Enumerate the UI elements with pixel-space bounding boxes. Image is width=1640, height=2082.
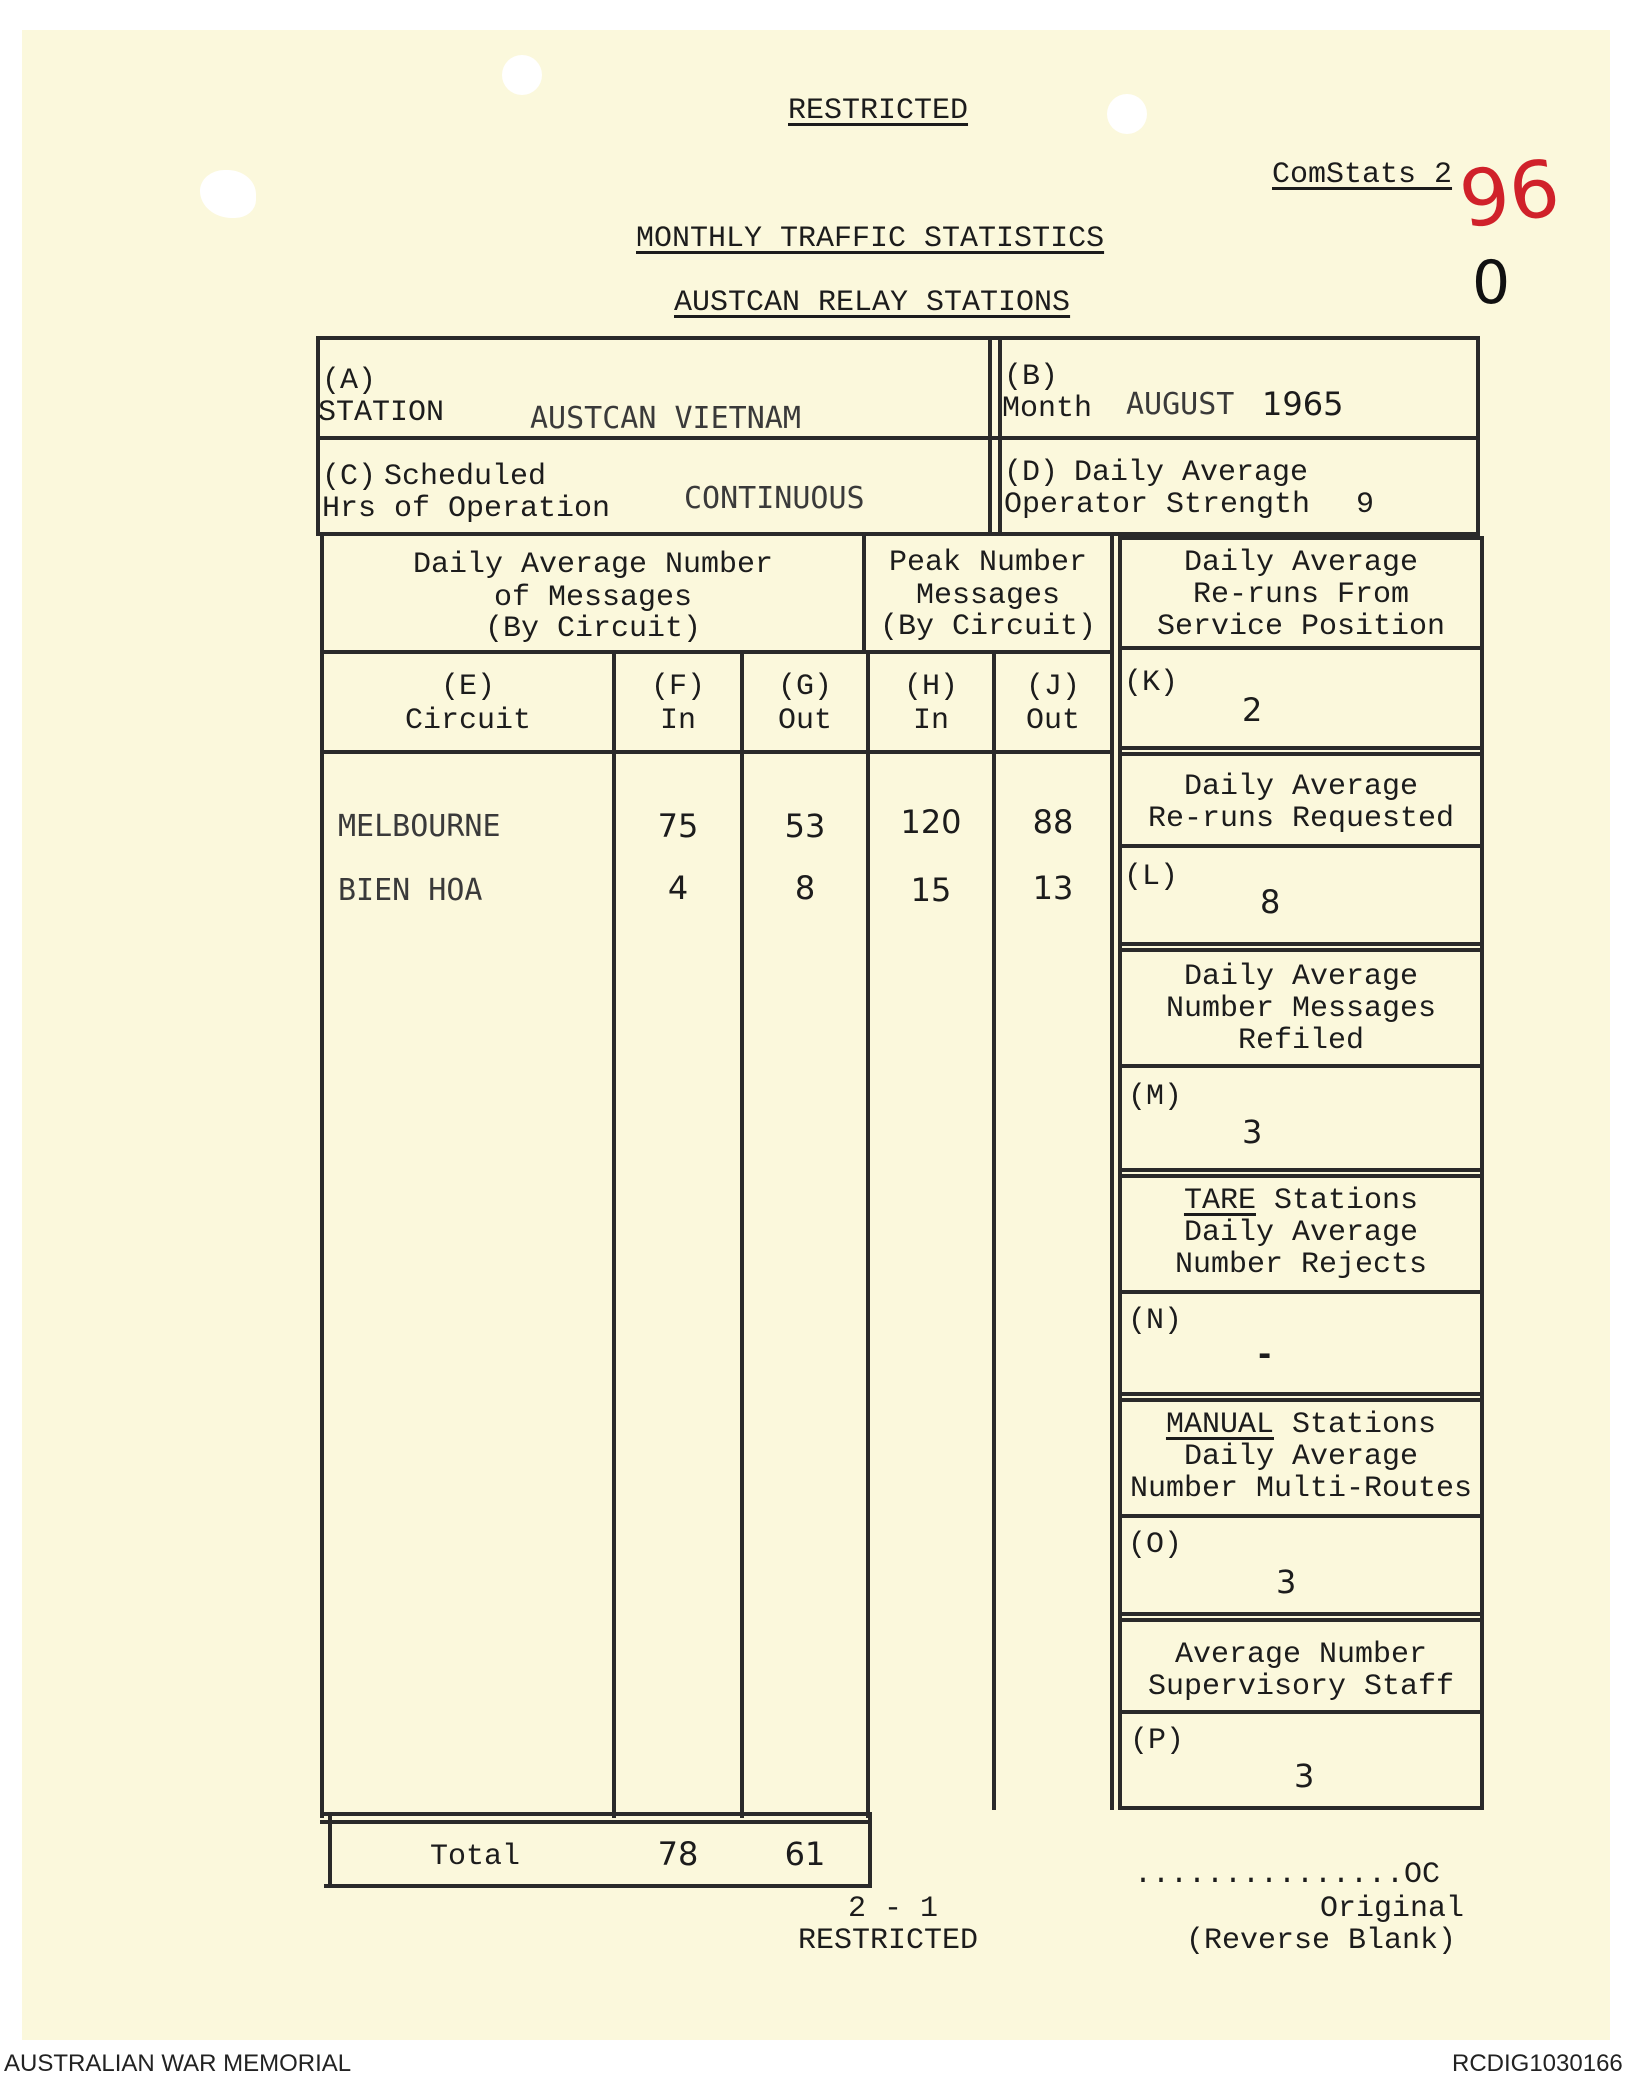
- manual-keyword: MANUAL: [1165, 1408, 1274, 1442]
- stat-l-heading-1: Daily Average: [1183, 770, 1419, 804]
- stat-o-value: 3: [1276, 1563, 1297, 1601]
- circuit-cell: MELBOURNE: [338, 809, 501, 844]
- station-value: AUSTCAN VIETNAM: [530, 401, 801, 436]
- side-line-7: [1118, 948, 1484, 952]
- total-left-border: [328, 1812, 332, 1888]
- stat-n-heading-1: [1122, 1186, 1480, 1216]
- stat-m-heading-3: Refiled: [1237, 1024, 1365, 1058]
- col-e-label: (E): [440, 670, 495, 704]
- col-e-caption: Circuit: [404, 704, 532, 738]
- side-line-4: [1118, 752, 1484, 756]
- year-value: 1965: [1262, 385, 1344, 423]
- stat-n-value: -: [1258, 1335, 1272, 1373]
- daily-avg-header-2: of Messages: [493, 581, 693, 615]
- row-a-b-divider: [316, 436, 1480, 440]
- side-line-8: [1118, 1064, 1484, 1068]
- oc-signature-line: ...............OC: [1134, 1858, 1441, 1892]
- section-b-caption: Month: [1002, 392, 1093, 426]
- peak-header-3: (By Circuit): [879, 610, 1097, 644]
- side-line-11: [1118, 1290, 1484, 1294]
- side-line-10: [1118, 1174, 1484, 1178]
- value-cell-f: 4: [667, 869, 689, 907]
- table-top-border: [316, 336, 1480, 340]
- document-title: MONTHLY TRAFFIC STATISTICS: [636, 222, 1105, 256]
- stat-p-heading-2: Supervisory Staff: [1147, 1670, 1455, 1704]
- reruns-from-header-2: Re-runs From: [1192, 578, 1410, 612]
- col-j-label: (J): [1025, 670, 1080, 704]
- side-line-1: [1118, 536, 1484, 540]
- total-row-top: [320, 1812, 870, 1816]
- stat-o-label: (O): [1128, 1528, 1183, 1562]
- peak-header-1: Peak Number: [888, 546, 1088, 580]
- stat-l-value: 8: [1260, 883, 1281, 921]
- stat-m-heading-2: Number Messages: [1165, 992, 1437, 1026]
- stat-k-value: 2: [1242, 691, 1263, 729]
- value-cell-g: 53: [784, 807, 826, 845]
- section-c-caption-1: Scheduled: [384, 460, 547, 494]
- col-g-caption: Out: [777, 704, 832, 738]
- stat-l-heading-2: Re-runs Requested: [1147, 802, 1455, 836]
- side-bottom-border: [1118, 1806, 1484, 1810]
- col-j-caption: Out: [1025, 704, 1080, 738]
- stat-o-heading-1: [1122, 1410, 1480, 1440]
- stat-o-heading-3: Number Multi-Routes: [1129, 1472, 1473, 1506]
- value-cell-j: 88: [1032, 803, 1074, 841]
- circuit-cell: BIEN HOA: [338, 873, 483, 908]
- folio-number: 96: [1454, 143, 1566, 247]
- side-line-6: [1118, 942, 1484, 946]
- section-b-label: (B): [1004, 360, 1059, 394]
- section-d-caption-1: Daily Average: [1074, 456, 1309, 490]
- stat-n-label: (N): [1128, 1304, 1183, 1338]
- section-d-label: (D): [1004, 456, 1059, 490]
- stat-n-heading-3: Number Rejects: [1174, 1248, 1428, 1282]
- col-f-label: (F): [650, 670, 705, 704]
- col-divider-j-side: [1110, 650, 1114, 1810]
- tare-rest: Stations: [1255, 1184, 1419, 1218]
- stat-m-heading-1: Daily Average: [1183, 960, 1419, 994]
- ab-separator-1: [988, 336, 992, 536]
- side-line-14: [1118, 1514, 1484, 1518]
- stat-p-heading-1: Average Number: [1174, 1638, 1428, 1672]
- side-line-2: [1118, 646, 1484, 650]
- value-cell-f: 75: [657, 807, 699, 845]
- side-line-5: [1118, 844, 1484, 848]
- col-h-caption: In: [912, 704, 949, 738]
- side-line-9: [1118, 1168, 1484, 1172]
- stat-p-label: (P): [1130, 1724, 1185, 1758]
- section-c-label: (C): [322, 460, 377, 494]
- daily-avg-header-1: Daily Average Number: [412, 548, 774, 582]
- archive-credit: AUSTRALIAN WAR MEMORIAL: [4, 2050, 352, 2077]
- operator-strength-value: 9: [1356, 488, 1375, 522]
- punch-hole-left: [502, 55, 542, 95]
- classification-bottom: RESTRICTED: [798, 1924, 979, 1958]
- col-f-caption: In: [659, 704, 696, 738]
- document-subtitle: AUSTCAN RELAY STATIONS: [674, 286, 1071, 320]
- value-cell-j: 13: [1032, 869, 1074, 907]
- month-value: AUGUST: [1126, 387, 1235, 422]
- stat-m-label: (M): [1128, 1080, 1183, 1114]
- stat-k-label: (K): [1124, 666, 1179, 700]
- archive-id: RCDIG1030166: [1452, 2050, 1623, 2077]
- punch-hole-right: [1107, 94, 1147, 134]
- section-d-caption-2: Operator Strength: [1004, 488, 1311, 522]
- stat-l-label: (L): [1124, 860, 1179, 894]
- group-divider-2: [1110, 536, 1114, 654]
- peak-header-2: Messages: [915, 579, 1061, 613]
- section-c-caption-2: Hrs of Operation: [322, 492, 611, 526]
- page-number: 2 - 1: [848, 1892, 939, 1926]
- ab-separator-2: [998, 336, 1002, 536]
- table-bottom-border: [324, 1884, 870, 1888]
- value-cell-h: 15: [910, 871, 952, 909]
- value-cell-h: 120: [900, 803, 962, 841]
- table-left-border-top: [316, 336, 320, 536]
- table-right-border-top: [1476, 336, 1480, 536]
- folio-sub: 0: [1472, 248, 1511, 318]
- section-a-label: (A): [322, 364, 377, 398]
- value-cell-g: 8: [794, 869, 816, 907]
- reruns-from-header-1: Daily Average: [1183, 546, 1419, 580]
- col-h-label: (H): [903, 670, 958, 704]
- side-line-13: [1118, 1398, 1484, 1402]
- stat-p-value: 3: [1294, 1757, 1315, 1795]
- reverse-blank-label: (Reverse Blank): [1186, 1924, 1457, 1958]
- col-g-label: (G): [777, 670, 832, 704]
- total-f: 78: [657, 1835, 699, 1873]
- classification-top: RESTRICTED: [788, 94, 969, 128]
- daily-avg-header-3: (By Circuit): [484, 612, 702, 646]
- stat-n-heading-2: Daily Average: [1183, 1216, 1419, 1250]
- reruns-from-header-3: Service Position: [1156, 610, 1446, 644]
- stat-m-value: 3: [1242, 1113, 1263, 1151]
- form-reference: ComStats 2: [1272, 158, 1453, 192]
- side-line-12: [1118, 1392, 1484, 1396]
- side-line-17: [1118, 1710, 1484, 1714]
- total-row-top-2: [320, 1820, 870, 1824]
- side-line-3: [1118, 746, 1484, 750]
- total-right-border: [868, 1812, 872, 1888]
- total-label: Total: [430, 1840, 521, 1874]
- hours-value: CONTINUOUS: [684, 481, 865, 516]
- original-label: Original: [1320, 1892, 1465, 1926]
- side-line-16: [1118, 1618, 1484, 1622]
- manual-rest: Stations: [1274, 1408, 1437, 1442]
- tare-keyword: TARE: [1183, 1184, 1256, 1218]
- total-g: 61: [784, 1835, 826, 1873]
- stat-o-heading-2: Daily Average: [1183, 1440, 1419, 1474]
- section-a-caption: STATION: [318, 396, 445, 430]
- side-line-15: [1118, 1612, 1484, 1616]
